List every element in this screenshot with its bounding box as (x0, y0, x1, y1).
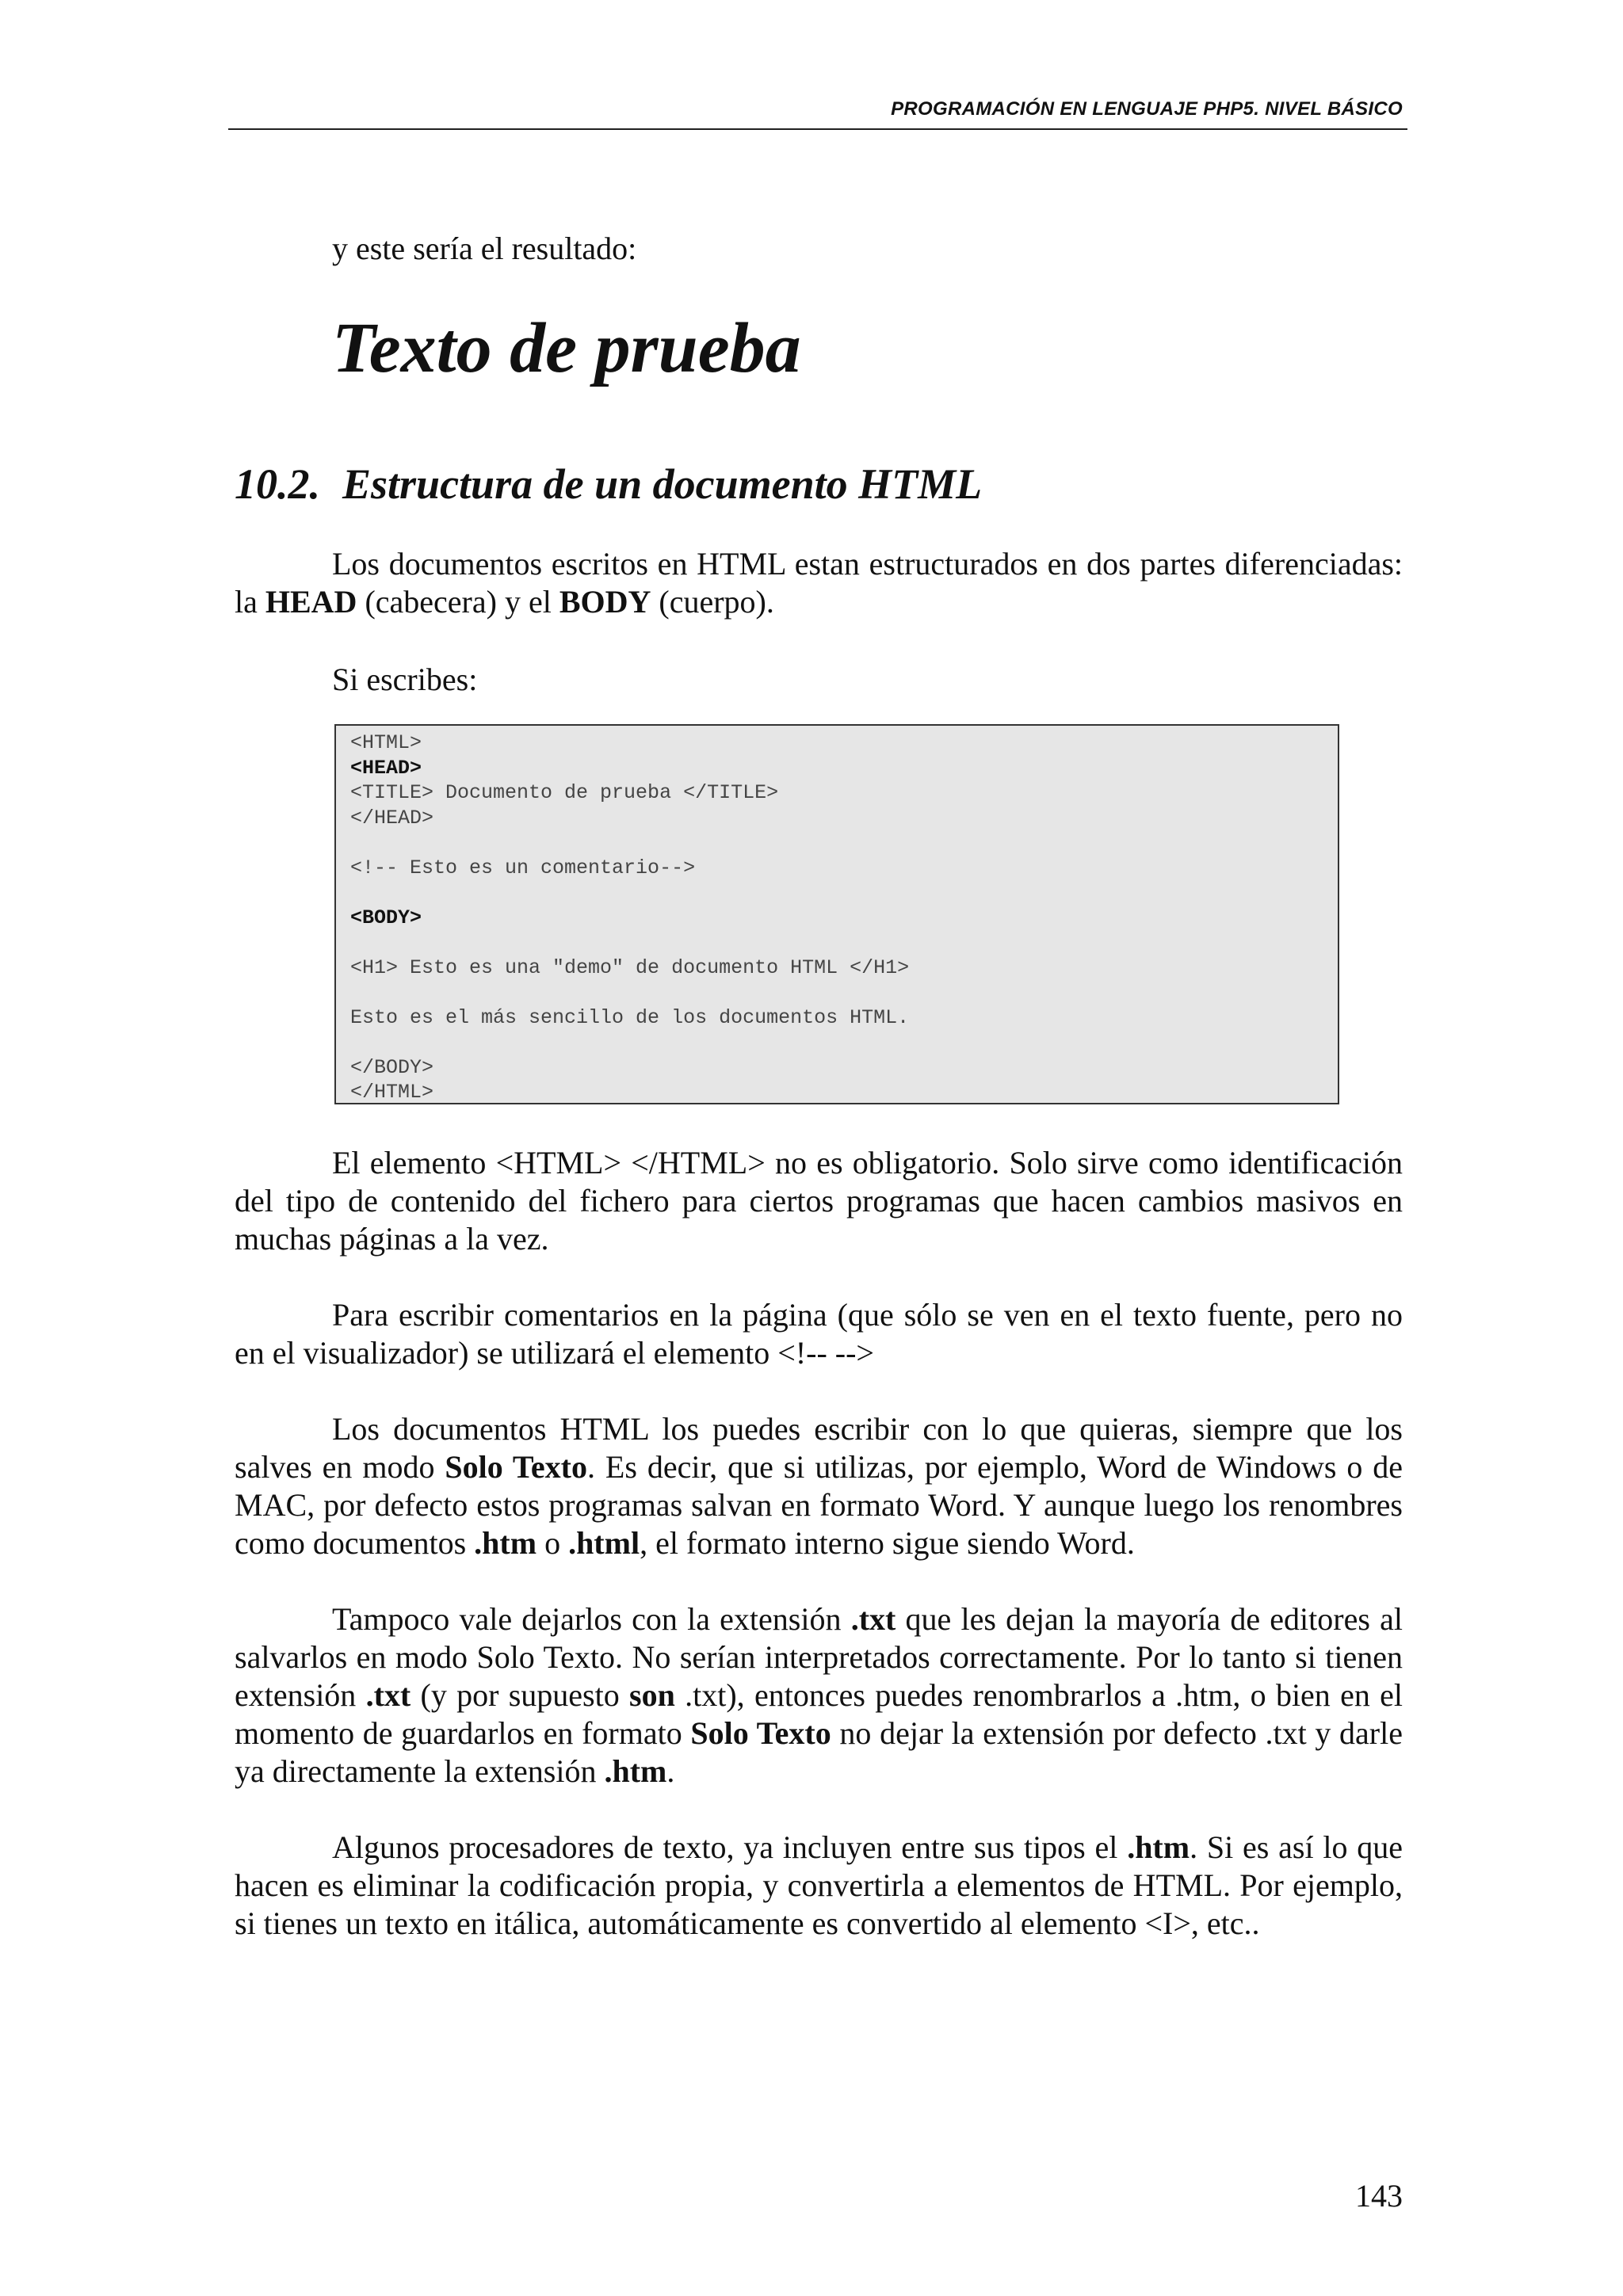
bold-text: .html (568, 1525, 640, 1561)
bold-text: .htm (1127, 1829, 1190, 1865)
code-blank-line (350, 930, 1338, 955)
intro-text: y este sería el resultado: (332, 231, 637, 266)
running-header (228, 93, 1407, 130)
paragraph-text: Tampoco vale dejarlos con la extensión (332, 1601, 851, 1637)
bold-body: BODY (559, 584, 651, 620)
paragraph-text: Los documentos escritos en HTML estan estructurados en dos partes diferenciadas: la (235, 546, 1403, 620)
code-line: <BODY> (350, 906, 422, 929)
code-block (334, 724, 1339, 1104)
paragraph-text: que les dejan la mayoría de editores al salvarlos en modo Solo Texto. No serían interpretados correctamente. Por lo tanto si tienen extensión (235, 1601, 1403, 1713)
code-blank-line (350, 830, 1338, 856)
paragraph-comments: Para escribir comentarios en la página (que sólo se ven en el texto fuente, pero no en el visualizador) se utilizará el elemento <!-- --> (235, 1297, 1403, 1371)
page-number: 143 (1355, 2178, 1403, 2214)
code-line: </HEAD> (350, 806, 434, 830)
si-escribes-text: Si escribes: (332, 662, 478, 697)
paragraph-text: o (537, 1525, 569, 1561)
paragraph-text: . (666, 1753, 675, 1789)
code-blank-line (350, 1030, 1338, 1055)
demo-result-title: Texto de prueba (332, 309, 801, 387)
paragraph-structure (235, 545, 1403, 621)
paragraph-html-element: El elemento <HTML> </HTML> no es obligatorio. Solo sirve como identificación del tipo de contenido del fichero para ciertos programas que hacen cambios masivos en muchas páginas a la vez. (235, 1145, 1403, 1257)
code-line: <!-- Esto es un comentario--> (350, 856, 696, 879)
section-title: Estructura de un documento HTML (342, 460, 983, 508)
section-number: 10.2. (235, 460, 320, 508)
code-blank-line (350, 980, 1338, 1005)
paragraph-text: (cuerpo). (651, 584, 774, 620)
paragraph-txt-extension (235, 1600, 1403, 1791)
paragraph-text: .txt), entonces puedes renombrarlos a .htm, o bien en el momento de guardarlos en formato (235, 1677, 1403, 1751)
code-line: <HTML> (350, 731, 422, 754)
bold-text: .txt (850, 1601, 896, 1637)
code-line: <HEAD> (350, 756, 422, 780)
paragraph-text: , el formato interno sigue siendo Word. (640, 1525, 1135, 1561)
bold-text: Solo Texto (690, 1715, 831, 1751)
code-line: Esto es el más sencillo de los documentos HTML. (350, 1005, 910, 1029)
paragraph-solo-texto (235, 1410, 1403, 1562)
paragraph-text: . Si es así lo que hacen es eliminar la codificación propia, y convertirla a elementos de HTML. Por ejemplo, si tienes un texto en itálica, automáticamente es convertido al elemento <I>, etc.. (235, 1829, 1403, 1941)
bold-text: .txt (365, 1677, 411, 1713)
paragraph-text: . Es decir, que si utilizas, por ejemplo, Word de Windows o de MAC, por defecto estos programas salvan en formato Word. Y aunque luego los renombres como documentos (235, 1449, 1403, 1561)
bold-text: .htm (474, 1525, 537, 1561)
code-line: </HTML> (350, 1081, 434, 1104)
code-line: </BODY> (350, 1055, 434, 1079)
paragraph-text: Los documentos HTML los puedes escribir con lo que quieras, siempre que los salves en modo (235, 1411, 1403, 1485)
code-line: <H1> Esto es una "demo" de documento HTML </H1> (350, 955, 910, 979)
bold-text: .htm (604, 1753, 667, 1789)
paragraph-text: Algunos procesadores de texto, ya incluyen entre sus tipos el (332, 1829, 1128, 1865)
bold-text: son (629, 1677, 675, 1713)
paragraph-text: (cabecera) y el (357, 584, 559, 620)
section-heading (235, 460, 982, 509)
bold-head: HEAD (265, 584, 357, 620)
paragraph-text: no dejar la extensión por defecto .txt y darle ya directamente la extensión (235, 1715, 1403, 1789)
code-blank-line (350, 880, 1338, 906)
running-title: PROGRAMACIÓN EN LENGUAJE PHP5. NIVEL BÁSICO (891, 98, 1403, 120)
bold-text: Solo Texto (445, 1449, 587, 1485)
code-line: <TITLE> Documento de prueba </TITLE> (350, 781, 779, 804)
paragraph-word-processors (235, 1829, 1403, 1943)
paragraph-text: (y por supuesto (411, 1677, 630, 1713)
